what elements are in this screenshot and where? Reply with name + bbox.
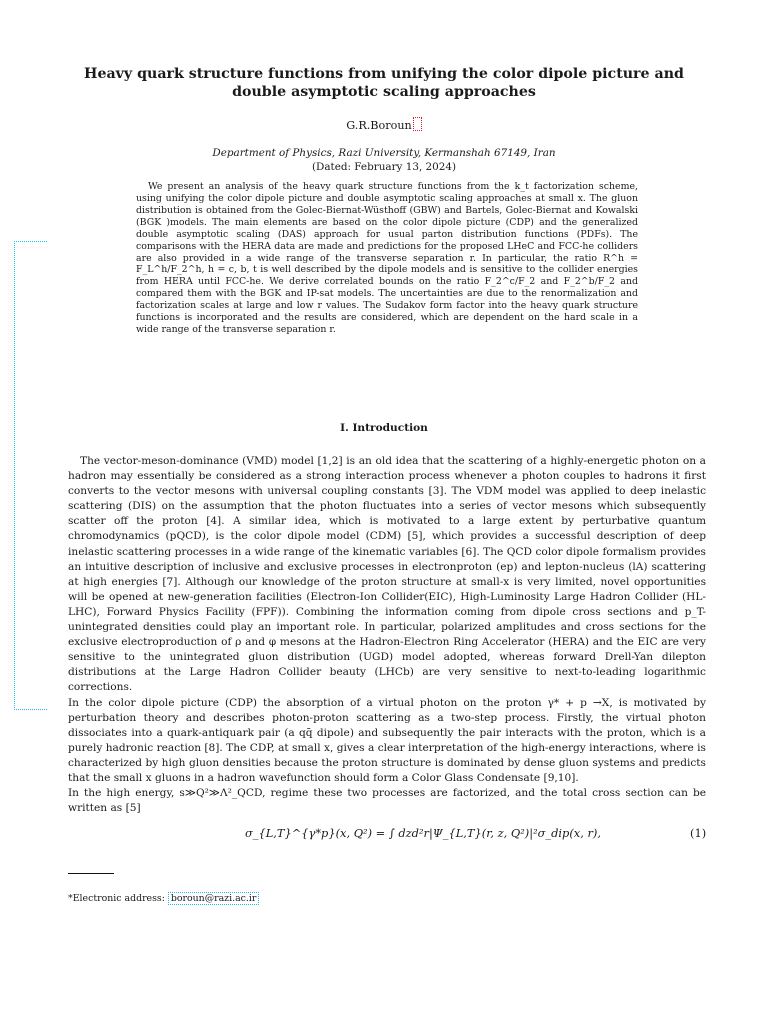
- date-line: (Dated: February 13, 2024): [311, 161, 457, 173]
- body-text: [68, 454, 706, 816]
- author-name: G.R.Boroun: [346, 119, 412, 132]
- affiliation: Department of Physics, Razi University, Kermanshah 67149, Iran: [212, 147, 556, 159]
- paper-title-text: Heavy quark structure functions from unifying the color dipole picture and double asymptotic scaling approaches: [84, 66, 684, 100]
- footnote: [68, 893, 259, 904]
- equation-number: (1): [690, 826, 707, 840]
- arxiv-margin-link[interactable]: [14, 241, 47, 710]
- paragraph: The vector-meson-dominance (VMD) model [1,2] is an old idea that the scattering of a highly-energetic photon on a hadron may essentially be considered as a strong interaction process whenever a photon couples to hadrons it first converts to the vector mesons with universal coupling constants [3]. The VDM model was applied to deep inelastic scattering (DIS) on the assumption that the photon fluctuates into a series of vector mesons which subsequently scatter off the proton [4]. A similar idea, which is motivated to a large extent by perturbative quantum chromodynamics (pQCD), is the color dipole model (CDM) [5], which provides a successful description of deep inelastic scattering processes in a wide range of the kinematic variables [6]. The QCD color dipole formalism provides an intuitive description of inclusive and exclusive processes in electronproton (ep) and lepton-nucleus (lA) scattering at high energies [7]. Although our knowledge of the proton structure at small-x is very limited, novel opportunities will be opened at new-generation facilities (Electron-Ion Collider(EIC), High-Luminosity Large Hadron Collider (HL-LHC), Forward Physics Facility (FPF)). Combining the information coming from dipole cross sections and p_T-unintegrated densities could play an important role. In particular, polarized amplitudes and cross sections for the exclusive electroproduction of ρ and φ mesons at the Hadron-Electron Ring Accelerator (HERA) and the EIC are very sensitive to the unintegrated gluon distribution (UGD) model adopted, whereas forward Drell-Yan dilepton distributions at the Large Hadron Collider beauty (LHCb) are very sensitive to next-to-leading logarithmic corrections.: [68, 455, 706, 694]
- abstract: [136, 181, 638, 336]
- abstract-text: We present an analysis of the heavy quark structure functions from the k_t factorization scheme, using unifying the color dipole picture and double asymptotic scaling approaches at small x. The gluon distribution is obtained from the Golec-Biernat-Wüsthoff (GBW) and Bartels, Golec-Biernat and Kowalski (BGK )models. The main elements are based on the color dipole picture (CDP) and the generalized double asymptotic scaling (DAS) approach for usual parton distribution functions (PDFs). The comparisons with the HERA data are made and predictions for the proposed LHeC and FCC-he colliders are also provided in a wide range of the transverse separation r. In particular, the ratio R^h = F_L^h/F_2^h, h = c, b, t is well described by the dipole models and is sensitive to the collider energies from HERA until FCC-he. We derive correlated bounds on the ratio F_2^c/F_2 and F_2^b/F_2 and compared them with the BGK and IP-sat models. The uncertainties are due to the renormalization and factorization scales at large and low r values. The Sudakov form factor into the heavy quark structure functions is incorporated and the results are considered, which are dependent on the hard scale in a wide range of the transverse separation r.: [136, 181, 638, 336]
- paragraph: In the color dipole picture (CDP) the absorption of a virtual photon on the proton γ* + p →X, is motivated by perturbation theory and describes photon-proton scattering as a two-step process. Firstly, the virtual photon dissociates into a quark-antiquark pair (a qq̄ dipole) and subsequently the pair interacts with the proton, which is a purely hadronic reaction [8]. The CDP, at small x, gives a clear interpretation of the high-energy interactions, where is characterized by high gluon densities because the proton structure is dominated by dense gluon systems and predicts that the small x gluons in a hadron wavefunction should form a Color Glass Condensate [9,10].: [68, 696, 706, 784]
- equation: σ_{L,T}^{γ*p}(x, Q²) = ∫ dzd²r|Ψ_{L,T}(r, z, Q²)|²σ_dip(x, r),: [245, 826, 601, 840]
- email-link[interactable]: boroun@razi.ac.ir: [168, 892, 260, 905]
- footnote-divider: [68, 873, 114, 874]
- paragraph: In the high energy, s≫Q²≫Λ²_QCD, regime these two processes are factorized, and the total cross section can be written as [5]: [68, 787, 706, 815]
- footnote-link-icon[interactable]: [413, 117, 422, 131]
- paper-title: [70, 66, 698, 101]
- author-line: [0, 117, 768, 132]
- section-heading: I. Introduction: [340, 422, 428, 434]
- footnote-label: *Electronic address:: [68, 893, 165, 904]
